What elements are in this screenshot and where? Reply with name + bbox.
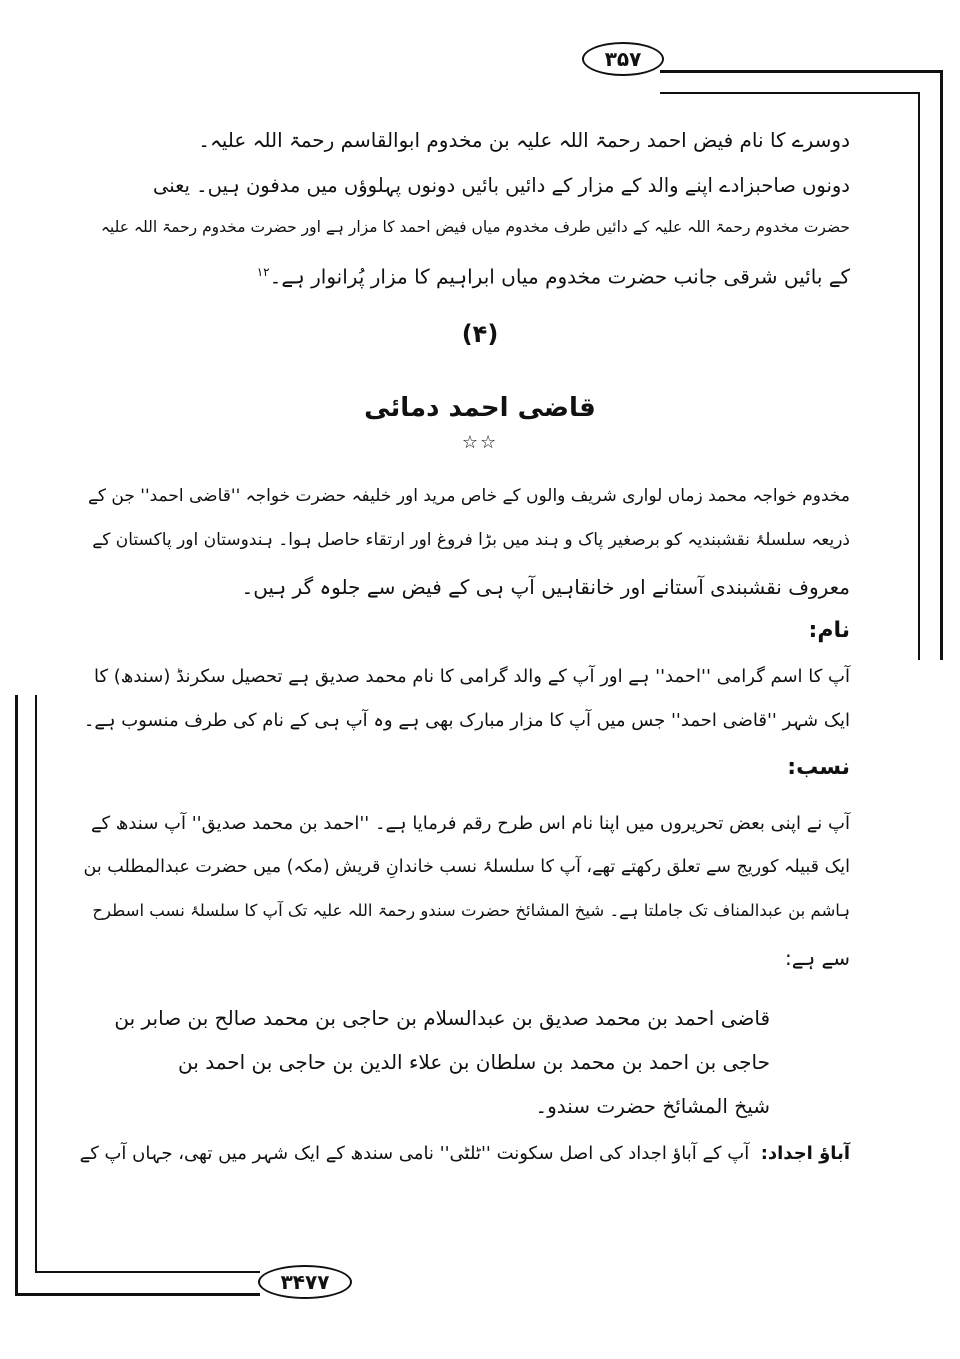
frame-right-inner <box>918 92 920 660</box>
intro-line-4 <box>257 266 850 287</box>
top-page-number: ۳۵۷ <box>582 42 664 76</box>
ancestors-text: آپ کے آباؤ اجداد کی اصل سکونت ''ٹلٹی'' نامی سندھ کے ایک شہر میں تھی، جہاں آپ کے <box>79 1143 750 1164</box>
frame-bottom-outer <box>15 1293 260 1296</box>
p1-line-2: ذریعہ سلسلۂ نقشبندیہ کو برصغیر پاک و ہند میں بڑا فروغ اور ارتقاء حاصل ہوا۔ ہندوستان اور پاکستان کے <box>92 530 850 550</box>
frame-top-outer <box>660 70 943 73</box>
lineage-label: نسب: <box>787 755 850 780</box>
name-label: نام: <box>808 618 850 643</box>
p2-line-1: آپ کا اسم گرامی ''احمد'' ہے اور آپ کے والد گرامی کا نام محمد صدیق ہے تحصیل سکرنڈ (سندھ) کا <box>93 666 850 687</box>
frame-left-outer <box>15 695 18 1295</box>
p3-line-3: ہاشم بن عبدالمناف تک جاملتا ہے۔ شیخ المشائخ حضرت سندو رحمۃ اللہ علیہ تک آپ کا سلسلۂ نسب اسطرح <box>92 901 850 920</box>
p1-line-3: معروف نقشبندی آستانے اور خانقاہیں آپ ہی کے فیض سے جلوہ گر ہیں۔ <box>241 575 850 599</box>
genealogy-line-3: شیخ المشائخ حضرت سندو۔ <box>535 1094 770 1118</box>
ancestors-label: آباؤ اجداد: <box>760 1143 850 1164</box>
title-stars: ☆☆ <box>461 432 499 453</box>
section-title: قاضی احمد دمائی <box>364 393 596 423</box>
genealogy-line-1: قاضی احمد بن محمد صدیق بن عبدالسلام بن حاجی بن محمد صالح بن صابر بن <box>114 1006 770 1030</box>
section-number: (۴) <box>461 320 499 348</box>
frame-right-outer <box>940 70 943 660</box>
genealogy-line-2: حاجی بن احمد بن محمد بن سلطان بن علاء الدین بن حاجی بن احمد بن <box>178 1050 770 1074</box>
intro-line-4-text: کے بائیں شرقی جانب حضرت مخدوم میاں ابراہیم کا مزار پُرانوار ہے۔ <box>269 264 850 289</box>
footnote-marker: ١٢ <box>256 265 270 279</box>
p2-line-2: ایک شہر ''قاضی احمد'' جس میں آپ کا مزار مبارک بھی ہے وہ آپ ہی کے نام کی طرف منسوب ہے۔ <box>83 710 850 731</box>
p3-line-4: سے ہے: <box>784 946 850 970</box>
p3-line-2: ایک قبیلہ کوریج سے تعلق رکھتے تھے، آپ کا سلسلۂ نسب خاندانِ قریش (مکہ) میں حضرت عبدالمطلب بن <box>83 857 850 877</box>
intro-line-2: دونوں صاحبزادے اپنے والد کے مزار کے دائیں بائیں دونوں پہلوؤں میں مدفون ہیں۔ یعنی <box>153 174 850 197</box>
frame-top-inner <box>660 92 920 94</box>
intro-line-3: حضرت مخدوم رحمۃ اللہ علیہ کے دائیں طرف مخدوم میاں فیض احمد کا مزار ہے اور حضرت مخدوم رحمۃ اللہ علیہ <box>100 218 850 236</box>
intro-line-1: دوسرے کا نام فیض احمد رحمۃ اللہ علیہ بن مخدوم ابوالقاسم رحمۃ اللہ علیہ۔ <box>198 128 850 152</box>
frame-left-inner <box>35 695 37 1273</box>
bottom-page-number: ۳۴۷۷ <box>258 1265 352 1299</box>
frame-bottom-inner <box>35 1271 260 1273</box>
p3-line-1: آپ نے اپنی بعض تحریروں میں اپنا نام اس طرح رقم فرمایا ہے۔ ''احمد بن محمد صدیق'' آپ سندھ کے <box>90 813 850 834</box>
ancestors-line <box>80 1145 850 1163</box>
p1-line-1: مخدوم خواجہ محمد زماں لواری شریف والوں کے خاص مرید اور خلیفہ حضرت خواجہ ''قاضی احمد'' جن کے <box>87 486 850 506</box>
